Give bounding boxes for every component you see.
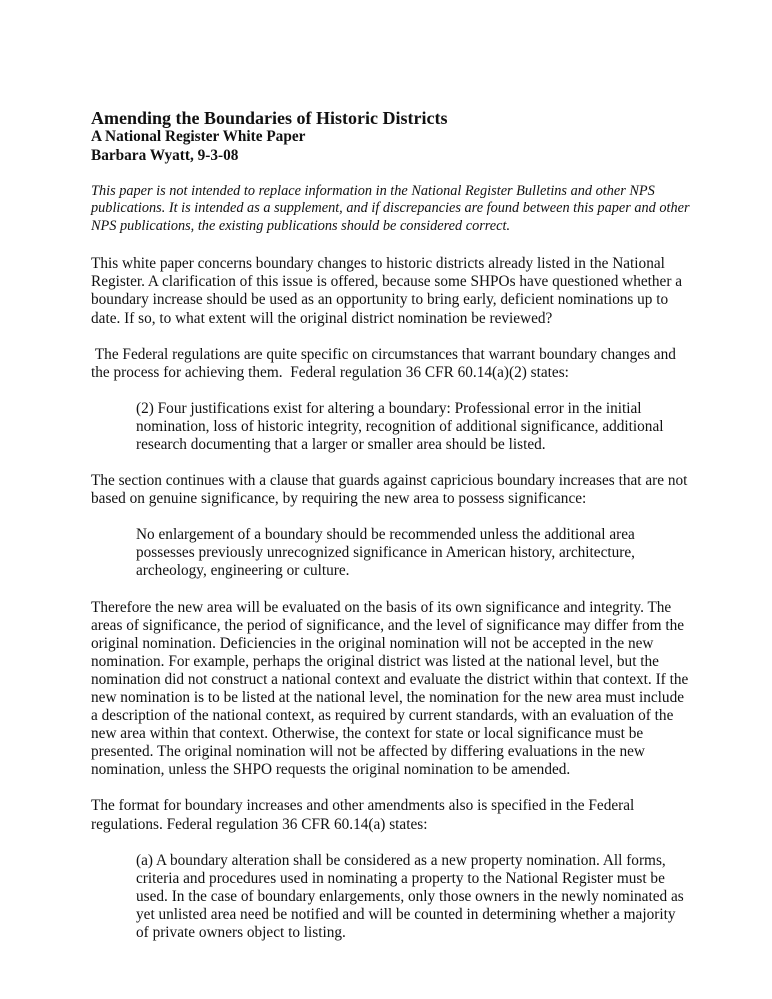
document-subtitle: A National Register White Paper — [91, 128, 306, 145]
document-page — [91, 108, 691, 942]
regulation-quote-alteration: (a) A boundary alteration shall be considered as a new property nomination. All forms, criteria and procedures used in nominating a property to the National Register must be used. In the case of boundary enlargements, only those owners in the newly nominated as yet unlisted area need be notified and will be counted in determining whether a majority of private owners object to listing. — [136, 851, 684, 942]
format-paragraph: The format for boundary increases and other amendments also is specified in the Federal regulations. Federal regulation 36 CFR 60.14(a) states: — [91, 797, 635, 833]
author-date: Barbara Wyatt, 9-3-08 — [91, 146, 239, 164]
intro-paragraph: This white paper concerns boundary changes to historic districts already listed in the National Register. A clarification of this issue is offered, because some SHPOs have questioned whether a boundary increase should be used as an opportunity to bring early, deficient nominations up to date. If so, to what extent will the original district nomination be reviewed? — [91, 255, 683, 327]
regulations-paragraph: The Federal regulations are quite specific on circumstances that warrant boundary changes and the process for achieving them. Federal regulation 36 CFR 60.14(a)(2) states: — [91, 345, 680, 381]
disclaimer: This paper is not intended to replace information in the National Register Bulletins and other NPS publications. It is intended as a supplement, and if discrepancies are found between this paper and other NPS publications, the existing publications should be considered correct. — [91, 183, 690, 234]
evaluation-paragraph: Therefore the new area will be evaluated on the basis of its own significance and integrity. The areas of significance, the period of significance, and the level of significance may differ from the original nomination. Deficiencies in the original nomination will not be accepted in the new nomination. For example, perhaps the original district was listed at the national level, but the nomination did not construct a national context and evaluate the district within that context. If the new nomination is to be listed at the national level, the nomination for the new area must include a description of the national context, as required by current standards, with an evaluation of the new area within that context. Otherwise, the context for state or local significance must be presented. The original nomination will not be affected by differing evaluations in the new nomination, unless the SHPO requests the original nomination to be amended. — [91, 598, 689, 779]
clause-paragraph: The section continues with a clause that guards against capricious boundary increases that are not based on genuine significance, by requiring the new area to possess significance: — [91, 472, 688, 508]
regulation-quote-justifications: (2) Four justifications exist for altering a boundary: Professional error in the initial nomination, loss of historic integrity, recognition of additional significance, additional research documenting that a larger or smaller area should be listed. — [136, 399, 664, 453]
regulation-quote-enlargement: No enlargement of a boundary should be recommended unless the additional area possesses previously unrecognized significance in American history, architecture, archeology, engineering or culture. — [136, 526, 635, 580]
document-title: Amending the Boundaries of Historic Districts — [91, 108, 448, 128]
